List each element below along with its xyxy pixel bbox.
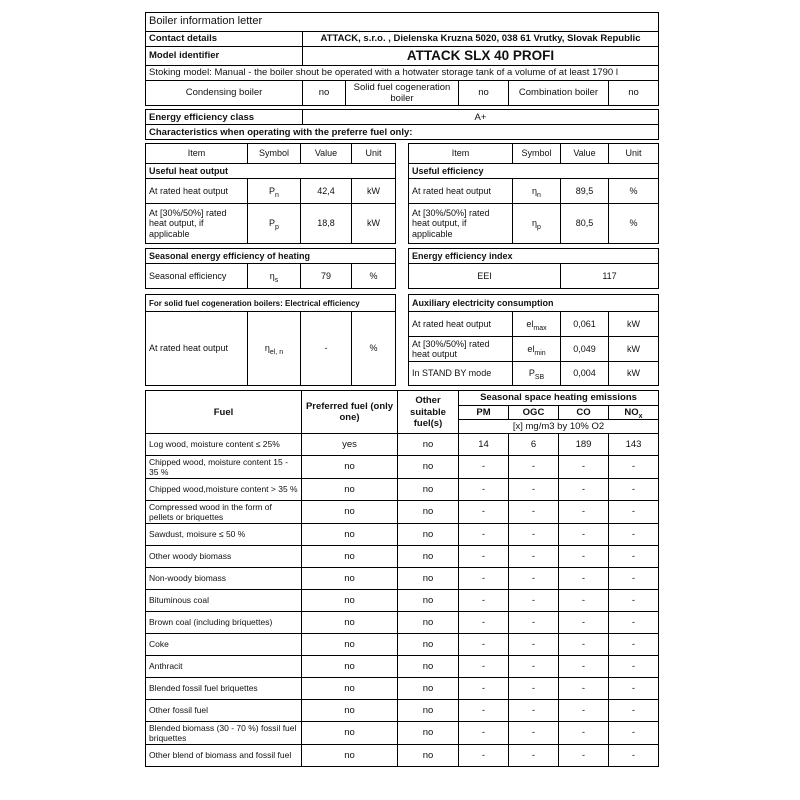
item-cell: In STAND BY mode: [409, 362, 513, 386]
eei-label: EEI: [409, 264, 561, 289]
other-suitable-cell: no: [398, 523, 459, 545]
symbol-cell: $P_{SB}$: [513, 362, 561, 386]
other-suitable-cell: no: [398, 611, 459, 633]
emissions-header: Seasonal space heating emissions: [459, 391, 659, 405]
ogc-cell: -: [509, 500, 559, 523]
ogc-cell: -: [509, 655, 559, 677]
co-cell: -: [559, 455, 609, 478]
pm-header: PM: [459, 405, 509, 419]
preferred-cell: no: [302, 589, 398, 611]
item-cell: At rated heat output: [409, 312, 513, 337]
preferred-cell: no: [302, 478, 398, 500]
unit-cell: kW: [609, 337, 659, 362]
unit-cell: kW: [352, 204, 396, 244]
ogc-cell: -: [509, 589, 559, 611]
symbol-header: Symbol: [513, 144, 561, 164]
ogc-header: OGC: [509, 405, 559, 419]
nox-cell: -: [609, 478, 659, 500]
preferred-fuel-header: Preferred fuel (only one): [302, 391, 398, 434]
left-parameters-column: [145, 143, 395, 386]
ogc-cell: -: [509, 455, 559, 478]
ogc-cell: -: [509, 567, 559, 589]
nox-cell: -: [609, 611, 659, 633]
nox-header: $NO_x$: [609, 405, 659, 419]
fuel-row: [146, 500, 659, 523]
pm-cell: -: [459, 589, 509, 611]
nox-cell: -: [609, 677, 659, 699]
preferred-cell: no: [302, 500, 398, 523]
nox-cell: -: [609, 721, 659, 744]
nox-cell: -: [609, 589, 659, 611]
ogc-cell: -: [509, 611, 559, 633]
symbol-cell: $P_n$: [248, 179, 301, 204]
pm-cell: -: [459, 745, 509, 767]
co-cell: -: [559, 589, 609, 611]
cogeneration-boiler-value: no: [459, 80, 509, 105]
condensing-boiler-value: no: [303, 80, 346, 105]
fuel-emissions-table: [145, 390, 659, 767]
symbol-cell: $\eta_p$: [513, 204, 561, 244]
co-cell: -: [559, 500, 609, 523]
preferred-cell: no: [302, 655, 398, 677]
efficiency-class-label: Energy efficiency class: [146, 110, 303, 125]
fuel-name-cell: Chipped wood,moisture content > 35 %: [146, 478, 302, 500]
co-cell: -: [559, 699, 609, 721]
fuel-table-header: [146, 391, 659, 434]
fuel-name-cell: Chipped wood, moisture content 15 - 35 %: [146, 455, 302, 478]
preferred-cell: yes: [302, 433, 398, 455]
pm-cell: 14: [459, 433, 509, 455]
ogc-cell: -: [509, 633, 559, 655]
section-title: Auxiliary electricity consumption: [409, 295, 659, 312]
unit-cell: kW: [352, 179, 396, 204]
parameters-section: [145, 143, 658, 386]
ogc-cell: -: [509, 523, 559, 545]
fuel-row: [146, 699, 659, 721]
unit-cell: %: [352, 264, 396, 289]
section-title: Useful heat output: [146, 164, 396, 179]
other-suitable-cell: no: [398, 633, 459, 655]
section-title: Energy efficiency index: [409, 249, 659, 264]
pm-cell: -: [459, 611, 509, 633]
pm-cell: -: [459, 545, 509, 567]
value-header: Value: [561, 144, 609, 164]
item-cell: Seasonal efficiency: [146, 264, 248, 289]
fuel-row: [146, 567, 659, 589]
nox-cell: -: [609, 523, 659, 545]
preferred-cell: no: [302, 455, 398, 478]
symbol-cell: $\eta_n$: [513, 179, 561, 204]
unit-cell: %: [352, 312, 396, 386]
efficiency-class-table: [145, 109, 659, 140]
nox-cell: -: [609, 567, 659, 589]
value-cell: 79: [301, 264, 352, 289]
co-cell: -: [559, 745, 609, 767]
symbol-cell: $P_p$: [248, 204, 301, 244]
nox-cell: -: [609, 699, 659, 721]
other-suitable-cell: no: [398, 478, 459, 500]
unit-header: Unit: [609, 144, 659, 164]
co-cell: -: [559, 677, 609, 699]
pm-cell: -: [459, 478, 509, 500]
fuel-row: [146, 745, 659, 767]
fuel-name-cell: Other blend of biomass and fossil fuel: [146, 745, 302, 767]
preferred-cell: no: [302, 545, 398, 567]
preferred-cell: no: [302, 745, 398, 767]
pm-cell: -: [459, 655, 509, 677]
useful-efficiency-table: [408, 143, 659, 244]
symbol-cell: $\eta_{el, n}$: [248, 312, 301, 386]
value-cell: 0,004: [561, 362, 609, 386]
item-cell: At [30%/50%] rated heat output: [409, 337, 513, 362]
other-suitable-cell: no: [398, 677, 459, 699]
other-suitable-cell: no: [398, 699, 459, 721]
other-suitable-cell: no: [398, 567, 459, 589]
auxiliary-consumption-table: [408, 294, 659, 386]
fuel-name-cell: Brown coal (including briquettes): [146, 611, 302, 633]
fuel-row: [146, 611, 659, 633]
value-cell: 18,8: [301, 204, 352, 244]
pm-cell: -: [459, 699, 509, 721]
unit-cell: %: [609, 204, 659, 244]
co-cell: -: [559, 545, 609, 567]
symbol-cell: $el_{max}$: [513, 312, 561, 337]
cogeneration-boiler-label: Solid fuel cogeneration boiler: [346, 80, 459, 105]
fuel-row: [146, 721, 659, 744]
value-cell: 0,049: [561, 337, 609, 362]
characteristics-note: Characteristics when operating with the preferre fuel only:: [146, 125, 659, 140]
fuel-row: [146, 655, 659, 677]
other-suitable-cell: no: [398, 745, 459, 767]
energy-efficiency-index-table: [408, 248, 659, 289]
symbol-cell: $el_{min}$: [513, 337, 561, 362]
stoking-model-note: Stoking model: Manual - the boiler shout be operated with a hotwater storage tank of a volume of at least 1790 l: [146, 65, 659, 80]
preferred-cell: no: [302, 611, 398, 633]
combination-boiler-label: Combination boiler: [509, 80, 609, 105]
item-header: Item: [146, 144, 248, 164]
pm-cell: -: [459, 677, 509, 699]
combination-boiler-value: no: [609, 80, 659, 105]
fuel-row: [146, 633, 659, 655]
nox-cell: -: [609, 633, 659, 655]
nox-cell: -: [609, 455, 659, 478]
efficiency-class-value: A+: [303, 110, 659, 125]
fuel-name-cell: Other woody biomass: [146, 545, 302, 567]
ogc-cell: -: [509, 745, 559, 767]
fuel-row: [146, 455, 659, 478]
ogc-cell: 6: [509, 433, 559, 455]
pm-cell: -: [459, 523, 509, 545]
fuel-row: [146, 478, 659, 500]
fuel-name-cell: Compressed wood in the form of pellets or briquettes: [146, 500, 302, 523]
model-identifier-value: ATTACK SLX 40 PROFI: [303, 46, 659, 65]
fuel-row: [146, 589, 659, 611]
item-cell: At [30%/50%] rated heat output, if applicable: [146, 204, 248, 244]
contact-details-value: ATTACK, s.r.o. , Dielenska Kruzna 5020, 038 61 Vrutky, Slovak Republic: [303, 31, 659, 46]
ogc-cell: -: [509, 545, 559, 567]
pm-cell: -: [459, 721, 509, 744]
ogc-cell: -: [509, 478, 559, 500]
ogc-cell: -: [509, 721, 559, 744]
value-cell: 42,4: [301, 179, 352, 204]
item-cell: At rated heat output: [146, 312, 248, 386]
value-header: Value: [301, 144, 352, 164]
emissions-unit-note: [x] mg/m3 by 10% O2: [459, 419, 659, 433]
eei-value: 117: [561, 264, 659, 289]
nox-cell: -: [609, 655, 659, 677]
ogc-cell: -: [509, 677, 559, 699]
value-cell: 80,5: [561, 204, 609, 244]
symbol-cell: $\eta_s$: [248, 264, 301, 289]
co-cell: 189: [559, 433, 609, 455]
other-suitable-cell: no: [398, 721, 459, 744]
other-suitable-cell: no: [398, 655, 459, 677]
unit-header: Unit: [352, 144, 396, 164]
fuel-name-cell: Log wood, moisture content ≤ 25%: [146, 433, 302, 455]
symbol-header: Symbol: [248, 144, 301, 164]
fuel-name-cell: Blended biomass (30 - 70 %) fossil fuel briquettes: [146, 721, 302, 744]
value-cell: -: [301, 312, 352, 386]
co-cell: -: [559, 611, 609, 633]
fuel-name-cell: Other fossil fuel: [146, 699, 302, 721]
seasonal-efficiency-table: [145, 248, 396, 289]
other-suitable-cell: no: [398, 500, 459, 523]
other-suitable-cell: no: [398, 545, 459, 567]
boiler-information-letter: [145, 12, 658, 767]
other-suitable-cell: no: [398, 589, 459, 611]
preferred-cell: no: [302, 699, 398, 721]
section-title: Useful efficiency: [409, 164, 659, 179]
unit-cell: %: [609, 179, 659, 204]
fuel-name-cell: Coke: [146, 633, 302, 655]
other-suitable-cell: no: [398, 455, 459, 478]
fuel-row: [146, 545, 659, 567]
item-cell: At rated heat output: [409, 179, 513, 204]
section-title: Seasonal energy efficiency of heating: [146, 249, 396, 264]
model-identifier-label: Model identifier: [146, 46, 303, 65]
value-cell: 0,061: [561, 312, 609, 337]
fuel-header: Fuel: [146, 391, 302, 434]
fuel-name-cell: Anthracit: [146, 655, 302, 677]
contact-details-label: Contact details: [146, 31, 303, 46]
fuel-name-cell: Sawdust, moisure ≤ 50 %: [146, 523, 302, 545]
fuel-name-cell: Bituminous coal: [146, 589, 302, 611]
nox-cell: -: [609, 500, 659, 523]
nox-cell: -: [609, 745, 659, 767]
unit-cell: kW: [609, 312, 659, 337]
co-cell: -: [559, 655, 609, 677]
pm-cell: -: [459, 567, 509, 589]
co-cell: -: [559, 478, 609, 500]
electrical-efficiency-table: [145, 294, 396, 386]
pm-cell: -: [459, 633, 509, 655]
pm-cell: -: [459, 500, 509, 523]
preferred-cell: no: [302, 677, 398, 699]
item-cell: At [30%/50%] rated heat output, if applicable: [409, 204, 513, 244]
co-cell: -: [559, 523, 609, 545]
other-suitable-cell: no: [398, 433, 459, 455]
value-cell: 89,5: [561, 179, 609, 204]
preferred-cell: no: [302, 523, 398, 545]
document-title: Boiler information letter: [146, 13, 659, 32]
preferred-cell: no: [302, 633, 398, 655]
fuel-table-body: [146, 433, 659, 766]
co-cell: -: [559, 567, 609, 589]
co-cell: -: [559, 633, 609, 655]
right-parameters-column: [408, 143, 658, 386]
nox-cell: 143: [609, 433, 659, 455]
fuel-name-cell: Blended fossil fuel briquettes: [146, 677, 302, 699]
pm-cell: -: [459, 455, 509, 478]
ogc-cell: -: [509, 699, 559, 721]
fuel-name-cell: Non-woody biomass: [146, 567, 302, 589]
nox-cell: -: [609, 545, 659, 567]
condensing-boiler-label: Condensing boiler: [146, 80, 303, 105]
fuel-row: [146, 523, 659, 545]
co-cell: -: [559, 721, 609, 744]
unit-cell: kW: [609, 362, 659, 386]
section-title: For solid fuel cogeneration boilers: Electrical efficiency: [146, 295, 396, 312]
useful-heat-output-table: [145, 143, 396, 244]
fuel-row: [146, 433, 659, 455]
preferred-cell: no: [302, 567, 398, 589]
other-fuel-header: Other suitable fuel(s): [398, 391, 459, 434]
identification-table: [145, 12, 659, 106]
fuel-row: [146, 677, 659, 699]
co-header: CO: [559, 405, 609, 419]
item-header: Item: [409, 144, 513, 164]
item-cell: At rated heat output: [146, 179, 248, 204]
preferred-cell: no: [302, 721, 398, 744]
